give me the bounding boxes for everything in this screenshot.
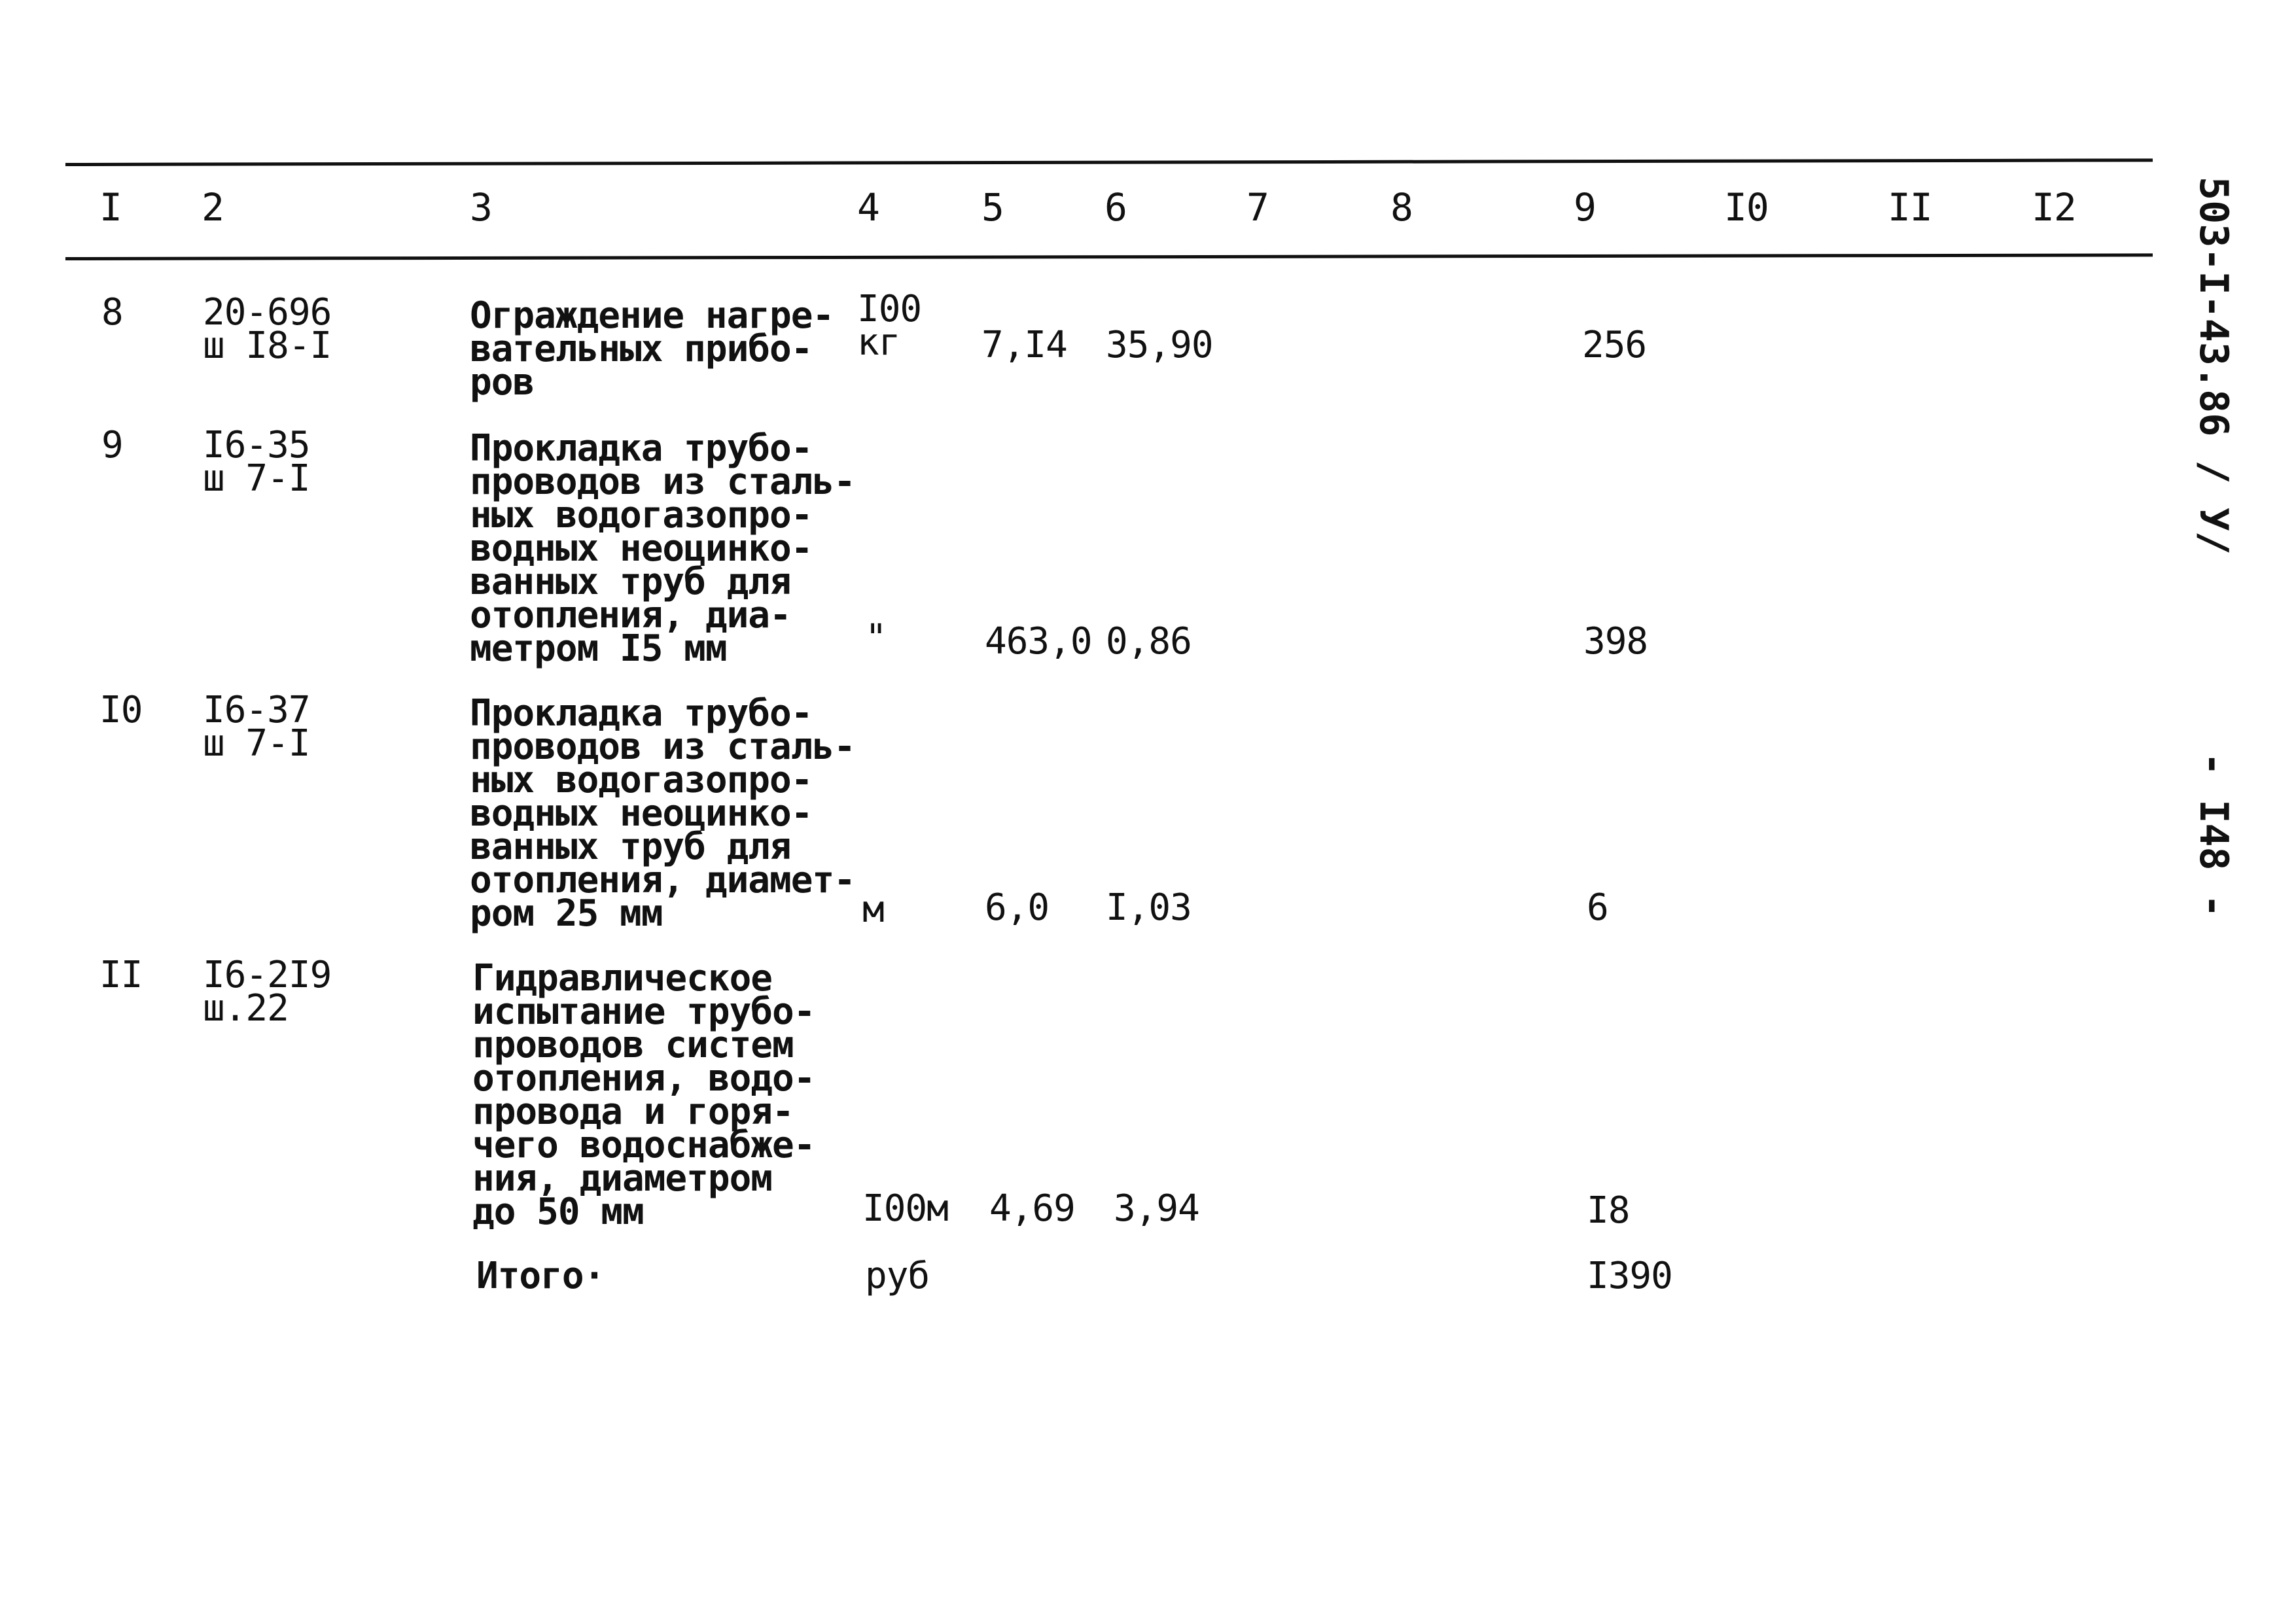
header-col-7: 7 (1246, 185, 1269, 230)
row-8-desc: Ограждение нагре- вательных прибо- ров (470, 294, 834, 404)
header-col-12: I2 (2032, 185, 2076, 230)
row-11-code: I6-2I9 ш.22 (203, 954, 332, 1030)
header-bottom-rule (65, 253, 2153, 260)
row-8-unit: I00 кг (857, 288, 922, 364)
header-col-11: II (1888, 185, 1932, 230)
row-8-num: 8 (101, 291, 123, 334)
header-col-8: 8 (1390, 185, 1413, 230)
header-col-9: 9 (1574, 185, 1596, 230)
row-10-desc: Прокладка трубо- проводов из сталь- ных водогазопро- водных неоцинко- ванных труб для отопления, диамет- ром 25 мм (470, 692, 855, 935)
row-10-num: I0 (99, 689, 143, 731)
header-col-3: 3 (470, 185, 492, 230)
row-11-unit: I00м (862, 1187, 948, 1230)
row-11-col9: I8 (1587, 1189, 1630, 1232)
row-10-code: I6-37 ш 7-I (203, 689, 310, 765)
header-col-5: 5 (981, 185, 1004, 230)
header-col-4: 4 (857, 185, 879, 230)
header-col-10: I0 (1724, 185, 1769, 230)
row-9-col9: 398 (1583, 620, 1648, 663)
row-9-num: 9 (101, 424, 123, 466)
row-10-col5: 6,0 (985, 886, 1050, 929)
row-8-col5: 7,I4 (981, 324, 1067, 366)
header-col-1: I (99, 185, 122, 230)
row-11-num: II (99, 954, 143, 996)
row-8-col9: 256 (1582, 324, 1647, 366)
row-10-unit: м (862, 888, 884, 931)
row-11-col5: 4,69 (989, 1187, 1075, 1230)
page-number: - I48 - (2191, 752, 2236, 918)
row-8-code: 20-696 ш I8-I (203, 291, 332, 367)
row-9-desc: Прокладка трубо- проводов из сталь- ных водогазопро- водных неоцинко- ванных труб для отопления, диа- метром I5 мм (470, 427, 855, 670)
row-9-col5: 463,0 (985, 620, 1092, 663)
header-col-6: 6 (1104, 185, 1127, 230)
row-9-code: I6-35 ш 7-I (203, 424, 310, 500)
row-8-col6: 35,90 (1106, 324, 1213, 366)
total-label: Итого· (476, 1255, 605, 1297)
document-code: 503-I-43.86 / У/ (2191, 177, 2236, 555)
total-unit: руб (865, 1255, 930, 1297)
row-9-unit: " (865, 617, 887, 659)
row-11-desc: Гидравлическое испытание трубо- проводов систем отопления, водо- провода и горя- чего водоснабже- ния, диаметром до 50 мм (472, 957, 815, 1233)
row-9-col6: 0,86 (1106, 620, 1192, 663)
row-10-col6: I,03 (1106, 886, 1192, 929)
row-11-col6: 3,94 (1114, 1187, 1199, 1230)
header-col-2: 2 (202, 185, 224, 230)
total-col9: I390 (1587, 1255, 1672, 1297)
row-10-col9: 6 (1587, 886, 1608, 929)
table-top-rule (65, 158, 2153, 166)
